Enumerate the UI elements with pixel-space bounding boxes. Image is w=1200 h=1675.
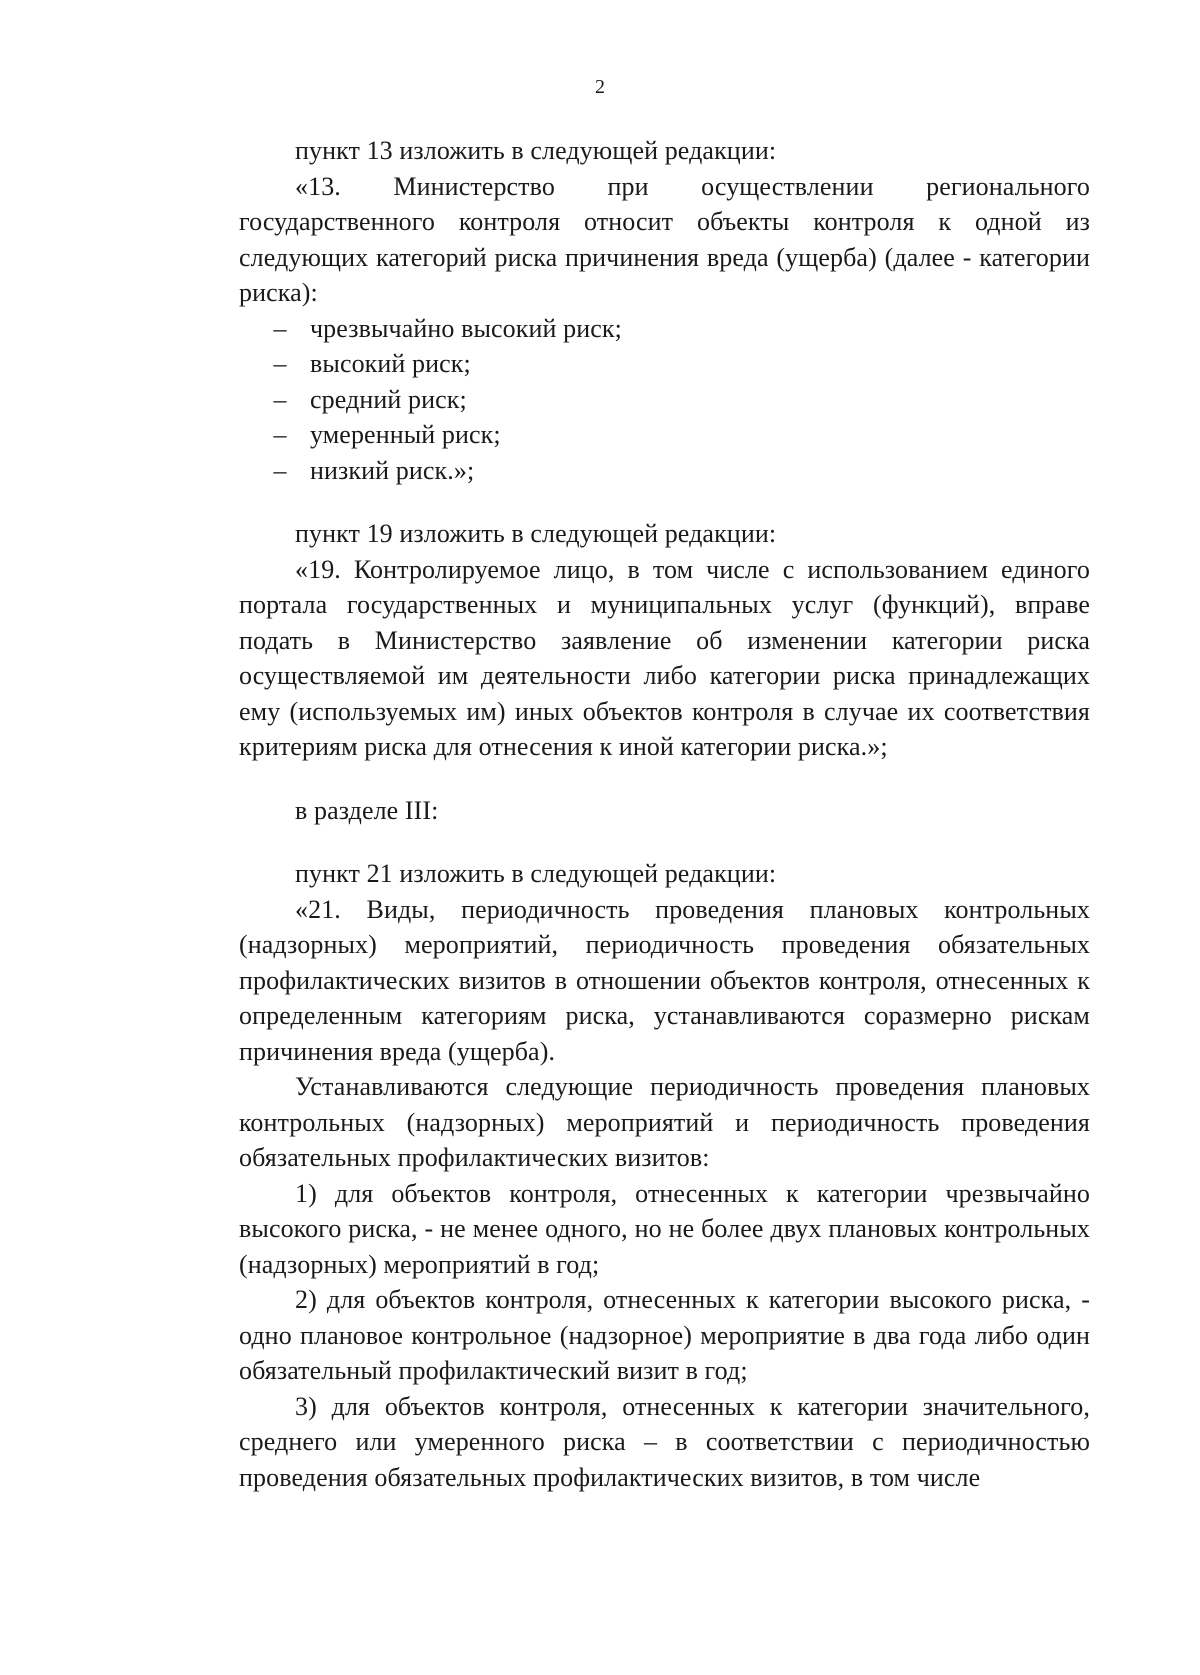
section-heading: в разделе III: bbox=[295, 795, 439, 825]
list-dash: – bbox=[273, 384, 287, 414]
item19-text: «19. Контролируемое лицо, в том числе с использованием единого портала государственных и муниципальных услуг (функций), вправе подать в Министерство заявление об изменении категории риска осуществляемой им деятельности либо категории риска принадлежащих ему (используемых им) иных объектов контроля в случае их соответствия критериям риска для отнесения к иной категории риска.»; bbox=[239, 554, 1090, 761]
item13-text: «13. Министерство при осуществлении регионального государственного контроля относит объекты контроля к одной из следующих категорий риска причинения вреда (ущерба) (далее - категории риска): bbox=[239, 171, 1090, 307]
list-dash: – bbox=[273, 349, 287, 378]
document-body bbox=[239, 133, 1090, 1495]
list-item-text: низкий риск.»; bbox=[310, 455, 475, 485]
list-dash: – bbox=[273, 420, 287, 449]
list-item bbox=[239, 417, 1090, 453]
list-item-text: средний риск; bbox=[310, 384, 467, 414]
list-item bbox=[239, 453, 1090, 489]
point-3: 3) для объектов контроля, отнесенных к категории значительного, среднего или умеренного риска – в соответствии с периодичностью проведения обязательных профилактических визитов, в том числе bbox=[239, 1391, 1090, 1492]
list-item bbox=[239, 382, 1090, 418]
page-number: 2 bbox=[595, 76, 605, 98]
item13-intro: пункт 13 изложить в следующей редакции: bbox=[295, 136, 777, 165]
risk-category-list bbox=[239, 311, 1090, 489]
list-item bbox=[239, 311, 1090, 347]
periodicity-intro: Устанавливаются следующие периодичность проведения плановых контрольных (надзорных) мероприятий и периодичность проведения обязательных профилактических визитов: bbox=[239, 1072, 1090, 1172]
list-item-text: умеренный риск; bbox=[310, 420, 501, 449]
point-1: 1) для объектов контроля, отнесенных к категории чрезвычайно высокого риска, - не менее одного, но не более двух плановых контрольных (надзорных) мероприятий в год; bbox=[239, 1178, 1090, 1279]
item19-intro: пункт 19 изложить в следующей редакции: bbox=[295, 519, 777, 548]
list-item-text: высокий риск; bbox=[310, 349, 471, 378]
item21-intro: пункт 21 изложить в следующей редакции: bbox=[295, 859, 777, 888]
list-dash: – bbox=[273, 313, 287, 343]
item21-text: «21. Виды, периодичность проведения плановых контрольных (надзорных) мероприятий, периодичность проведения обязательных профилактических визитов в отношении объектов контроля, отнесенных к определенным категориям риска, устанавливаются соразмерно рискам причинения вреда (ущерба). bbox=[239, 894, 1090, 1066]
point-2: 2) для объектов контроля, отнесенных к категории высокого риска, - одно плановое контрольное (надзорное) мероприятие в два года либо один обязательный профилактический визит в год; bbox=[239, 1285, 1090, 1385]
list-dash: – bbox=[273, 455, 287, 485]
list-item-text: чрезвычайно высокий риск; bbox=[310, 313, 622, 343]
list-item bbox=[239, 346, 1090, 382]
